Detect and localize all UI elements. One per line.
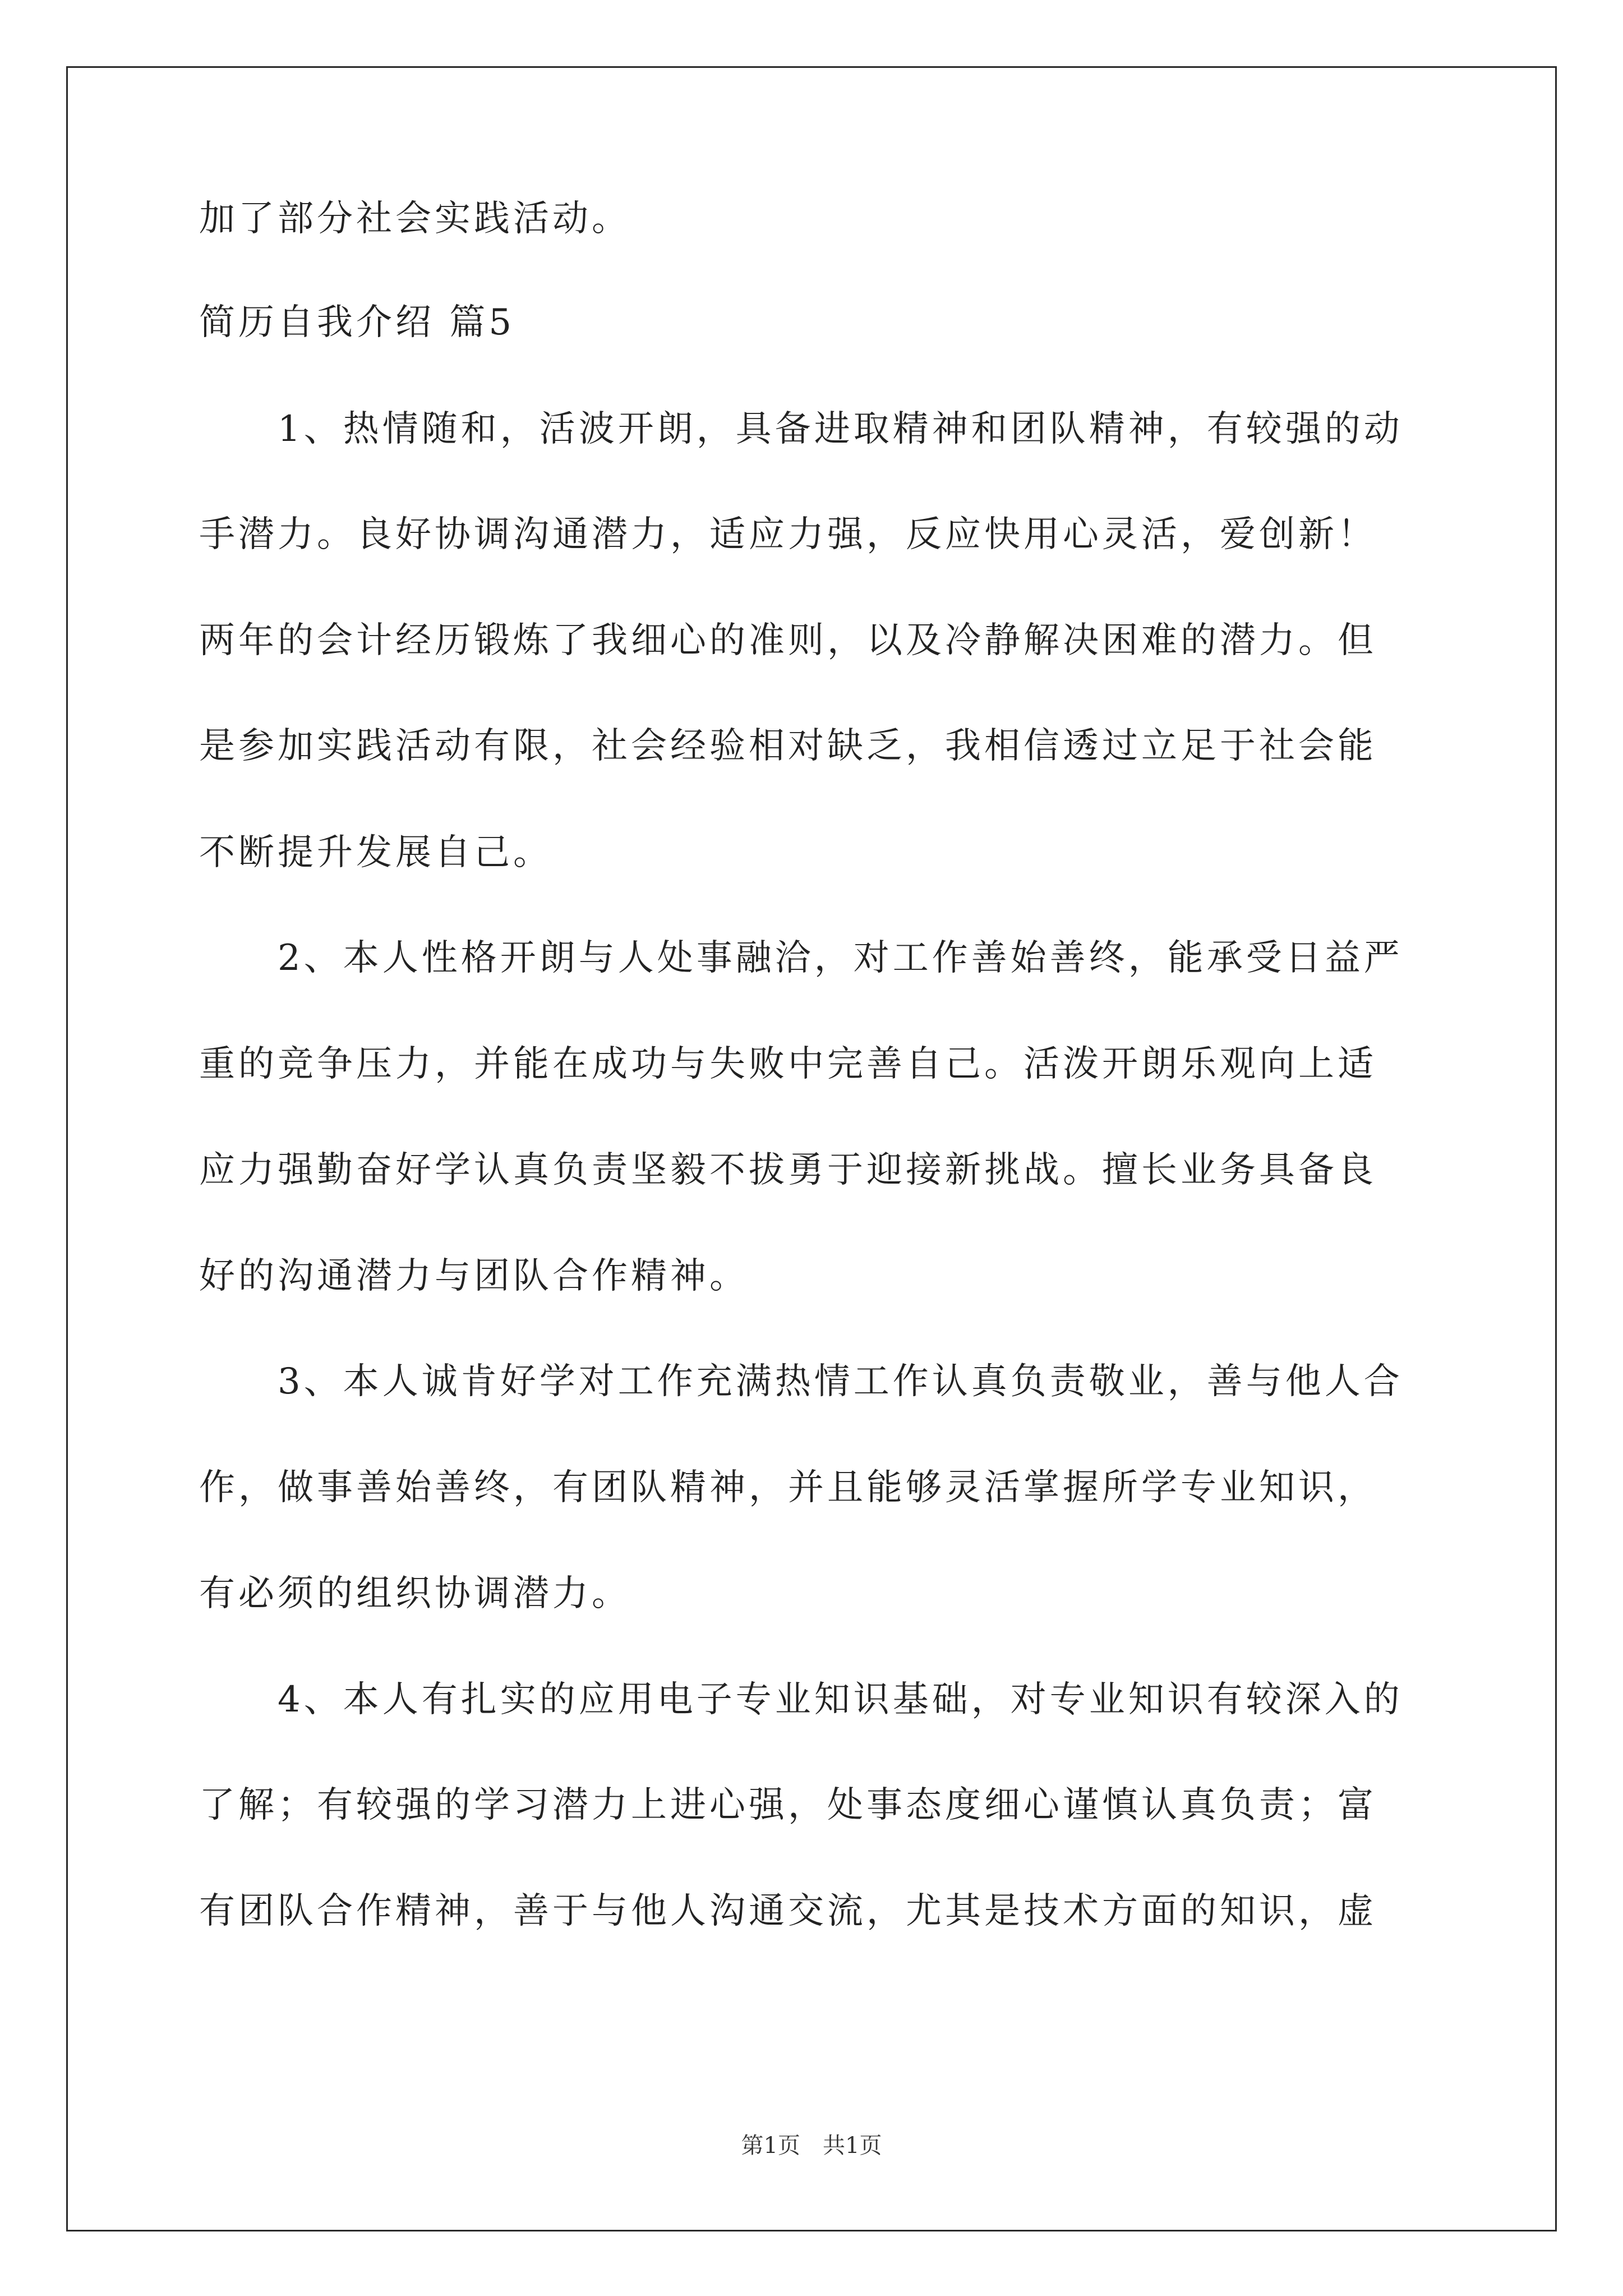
text-line: 了解；有较强的学习潜力上进心强，处事态度细心谨慎认真负责；富 [199,1784,1377,1826]
text-line: 作，做事善始善终，有团队精神，并且能够灵活掌握所学专业知识， [199,1467,1377,1508]
text-line: 重的竞争压力，并能在成功与失败中完善自己。活泼开朗乐观向上适 [199,1043,1377,1085]
text-line: 1、热情随和，活波开朗，具备进取精神和团队精神，有较强的动 [278,408,1403,450]
text-line: 应力强勤奋好学认真负责坚毅不拔勇于迎接新挑战。擅长业务具备良 [199,1149,1377,1191]
text-line: 有必须的组织协调潜力。 [199,1573,631,1614]
text-line: 是参加实践活动有限，社会经验相对缺乏，我相信透过立足于社会能 [199,725,1377,767]
text-line: 有团队合作精神，善于与他人沟通交流，尤其是技术方面的知识，虚 [199,1890,1377,1932]
text-line: 加了部分社会实践活动。 [199,198,631,240]
text-line: 不断提升发展自己。 [199,832,552,873]
text-line: 两年的会计经历锻炼了我细心的准则，以及冷静解决困难的潜力。但 [199,620,1377,661]
page-footer: 第1页 共1页 [741,2133,882,2159]
text-line: 3、本人诚肯好学对工作充满热情工作认真负责敬业，善与他人合 [278,1361,1403,1402]
text-line: 好的沟通潜力与团队合作精神。 [199,1255,749,1297]
section-heading: 简历自我介绍 篇5 [199,302,515,343]
text-line: 4、本人有扎实的应用电子专业知识基础，对专业知识有较深入的 [278,1679,1403,1720]
text-line: 手潜力。良好协调沟通潜力，适应力强，反应快用心灵活，爱创新！ [199,514,1377,555]
text-line: 2、本人性格开朗与人处事融洽，对工作善始善终，能承受日益严 [278,937,1403,979]
